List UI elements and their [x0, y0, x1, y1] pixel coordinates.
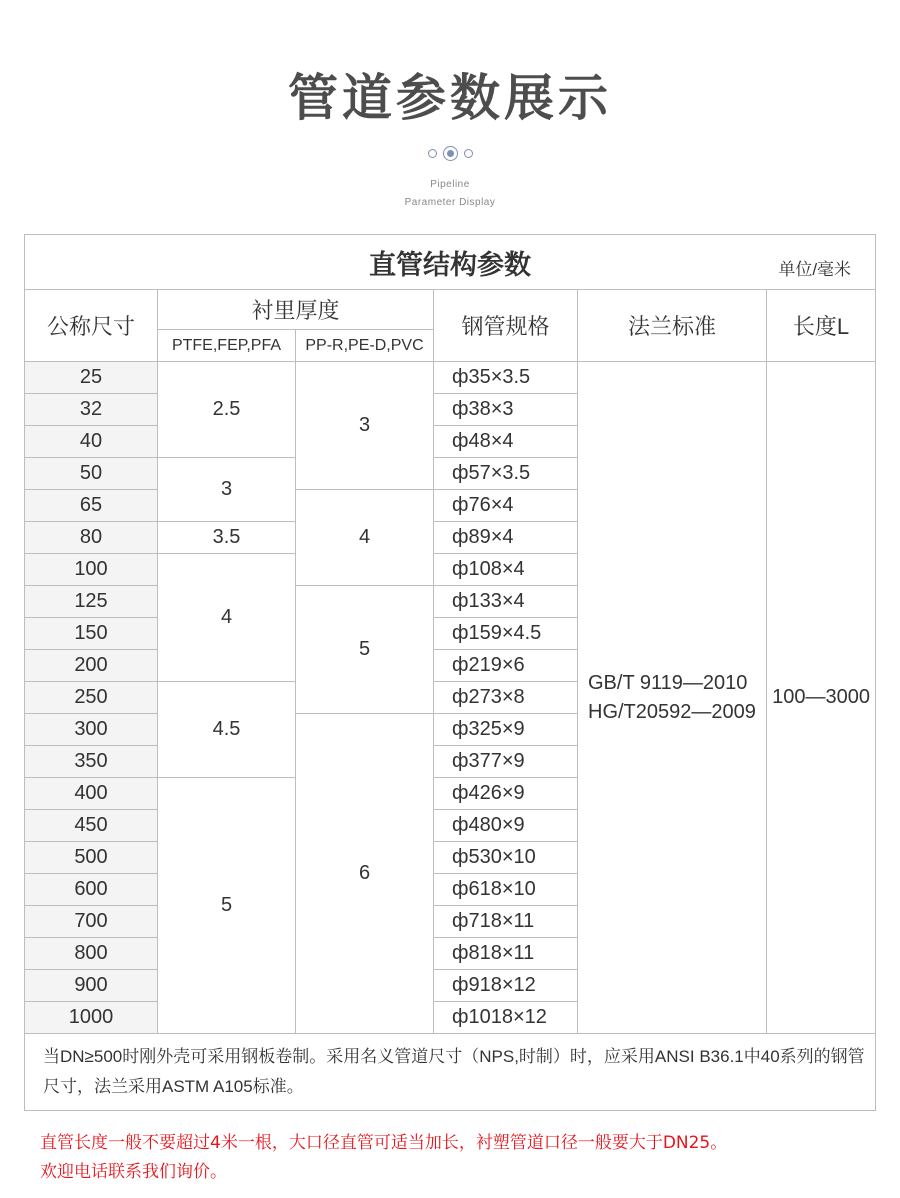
pipe-cell: ф57×3.5 — [434, 458, 578, 490]
header-length: 长度L — [767, 290, 876, 362]
dn-cell: 800 — [25, 938, 158, 970]
lining-b-cell: 3 — [296, 362, 434, 490]
pipe-cell: ф918×12 — [434, 970, 578, 1002]
dn-cell: 250 — [25, 682, 158, 714]
dn-cell: 40 — [25, 426, 158, 458]
decorative-dots — [0, 146, 900, 160]
header-lining-pp: PP-R,PE-D,PVC — [296, 330, 434, 362]
table-heading-text: 直管结构参数 — [369, 249, 532, 280]
length-cell: 100—3000 — [767, 362, 876, 1034]
header-lining-ptfe: PTFE,FEP,PFA — [158, 330, 296, 362]
header-lining-thickness: 衬里厚度 — [158, 290, 434, 330]
pipe-cell: ф76×4 — [434, 490, 578, 522]
pipe-cell: ф1018×12 — [434, 1002, 578, 1034]
dn-cell: 600 — [25, 874, 158, 906]
subtitle-line-1: Pipeline — [430, 179, 470, 190]
lining-a-cell: 5 — [158, 778, 296, 1034]
flange-standard-2: HG/T20592—2009 — [588, 700, 756, 723]
pipe-cell: ф618×10 — [434, 874, 578, 906]
flange-standard-1: GB/T 9119—2010 — [588, 671, 748, 694]
lining-b-cell: 5 — [296, 586, 434, 714]
pipe-cell: ф89×4 — [434, 522, 578, 554]
dn-cell: 400 — [25, 778, 158, 810]
dn-cell: 65 — [25, 490, 158, 522]
dn-cell: 700 — [25, 906, 158, 938]
dn-cell: 32 — [25, 394, 158, 426]
lining-a-cell: 3.5 — [158, 522, 296, 554]
dn-cell: 300 — [25, 714, 158, 746]
pipe-cell: ф133×4 — [434, 586, 578, 618]
lining-a-cell: 4.5 — [158, 682, 296, 778]
lining-b-cell: 4 — [296, 490, 434, 586]
dot-icon — [428, 149, 437, 158]
pipe-cell: ф38×3 — [434, 394, 578, 426]
dn-cell: 350 — [25, 746, 158, 778]
dn-cell: 25 — [25, 362, 158, 394]
lining-a-cell: 3 — [158, 458, 296, 522]
pipe-cell: ф480×9 — [434, 810, 578, 842]
dot-selected-icon — [443, 146, 458, 161]
pipe-cell: ф818×11 — [434, 938, 578, 970]
lining-b-cell: 6 — [296, 714, 434, 1034]
pipe-cell: ф325×9 — [434, 714, 578, 746]
dn-cell: 100 — [25, 554, 158, 586]
page-title: 管道参数展示 — [288, 69, 612, 127]
dn-cell: 1000 — [25, 1002, 158, 1034]
flange-standard-cell — [578, 362, 767, 1034]
pipe-cell: ф273×8 — [434, 682, 578, 714]
dn-cell: 500 — [25, 842, 158, 874]
pipe-cell: ф530×10 — [434, 842, 578, 874]
pipe-cell: ф48×4 — [434, 426, 578, 458]
dot-icon — [464, 149, 473, 158]
pipe-cell: ф426×9 — [434, 778, 578, 810]
header-flange-standard: 法兰标准 — [578, 290, 767, 362]
unit-label: 单位/毫米 — [778, 260, 852, 279]
dn-cell: 80 — [25, 522, 158, 554]
dn-cell: 200 — [25, 650, 158, 682]
dn-cell: 125 — [25, 586, 158, 618]
dn-cell: 900 — [25, 970, 158, 1002]
header-steel-pipe: 钢管规格 — [434, 290, 578, 362]
table-heading — [25, 235, 876, 290]
table-note: 当DN≥500时刚外壳可采用钢板卷制。采用名义管道尺寸（NPS,时制）时，应采用ANSI B36.1中40系列的钢管尺寸，法兰采用ASTM A105标准。 — [25, 1034, 876, 1111]
dn-cell: 50 — [25, 458, 158, 490]
pipe-cell: ф35×3.5 — [434, 362, 578, 394]
lining-a-cell: 4 — [158, 554, 296, 682]
footnote-length: 直管长度一般不要超过4米一根，大口径直管可适当加长，衬塑管道口径一般要大于DN25。 — [40, 1133, 728, 1153]
pipe-cell: ф159×4.5 — [434, 618, 578, 650]
lining-a-cell: 2.5 — [158, 362, 296, 458]
pipe-cell: ф718×11 — [434, 906, 578, 938]
pipe-spec-table — [24, 234, 876, 1111]
pipe-cell: ф219×6 — [434, 650, 578, 682]
footnote-contact: 欢迎电话联系我们询价。 — [40, 1162, 227, 1182]
dn-cell: 150 — [25, 618, 158, 650]
header-nominal-size: 公称尺寸 — [25, 290, 158, 362]
pipe-cell: ф108×4 — [434, 554, 578, 586]
pipe-cell: ф377×9 — [434, 746, 578, 778]
subtitle-line-2: Parameter Display — [404, 197, 496, 208]
dn-cell: 450 — [25, 810, 158, 842]
